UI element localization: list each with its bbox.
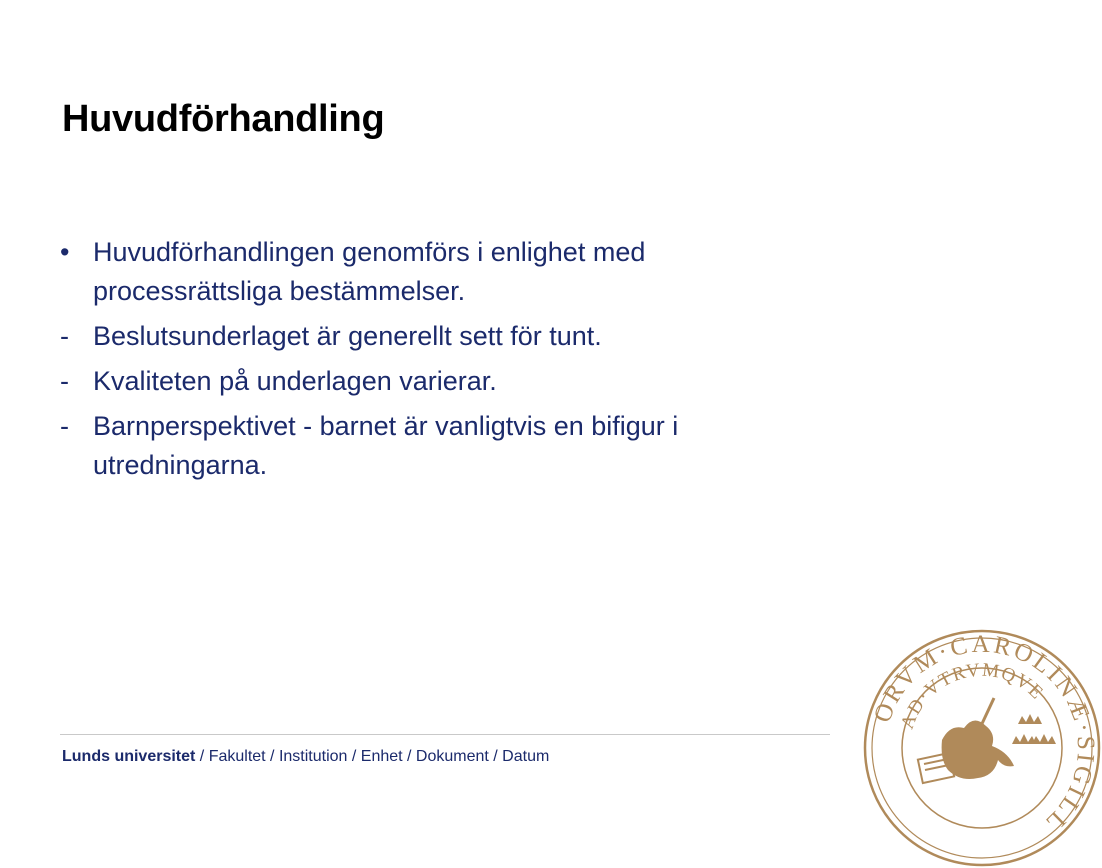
footer-organization: Lunds universitet <box>62 748 196 765</box>
bullet-text: Huvudförhandlingen genomförs i enlighet med processrättsliga bestämmelser. <box>93 237 646 306</box>
dash-marker: - <box>60 321 69 351</box>
sword-icon <box>980 698 994 728</box>
bullet-item <box>58 407 818 485</box>
bullet-item <box>58 233 818 311</box>
bullet-text: Barnperspektivet - barnet är vanligtvis en bifigur i utredningarna. <box>93 411 679 480</box>
bullet-marker: • <box>60 237 70 267</box>
seal-inner-text: AD·VTRVMQVE <box>896 659 1048 732</box>
seal-outer-text: ORVM·CAROLINÆ·SIGILL <box>868 630 1100 838</box>
footer <box>62 748 549 766</box>
bullet-list <box>58 233 818 491</box>
bullet-text: Kvaliteten på underlagen varierar. <box>93 366 497 396</box>
dash-marker: - <box>60 366 69 396</box>
bullet-text: Beslutsunderlaget är generellt sett för tunt. <box>93 321 602 351</box>
footer-path: / Fakultet / Institution / Enhet / Dokument / Datum <box>195 748 550 765</box>
slide-title: Huvudförhandling <box>62 98 385 140</box>
three-crowns-icon <box>1012 714 1056 744</box>
footer-divider <box>60 734 830 735</box>
bullet-item <box>58 362 818 401</box>
bullet-item <box>58 317 818 356</box>
university-seal-logo <box>862 628 1102 868</box>
dash-marker: - <box>60 411 69 441</box>
